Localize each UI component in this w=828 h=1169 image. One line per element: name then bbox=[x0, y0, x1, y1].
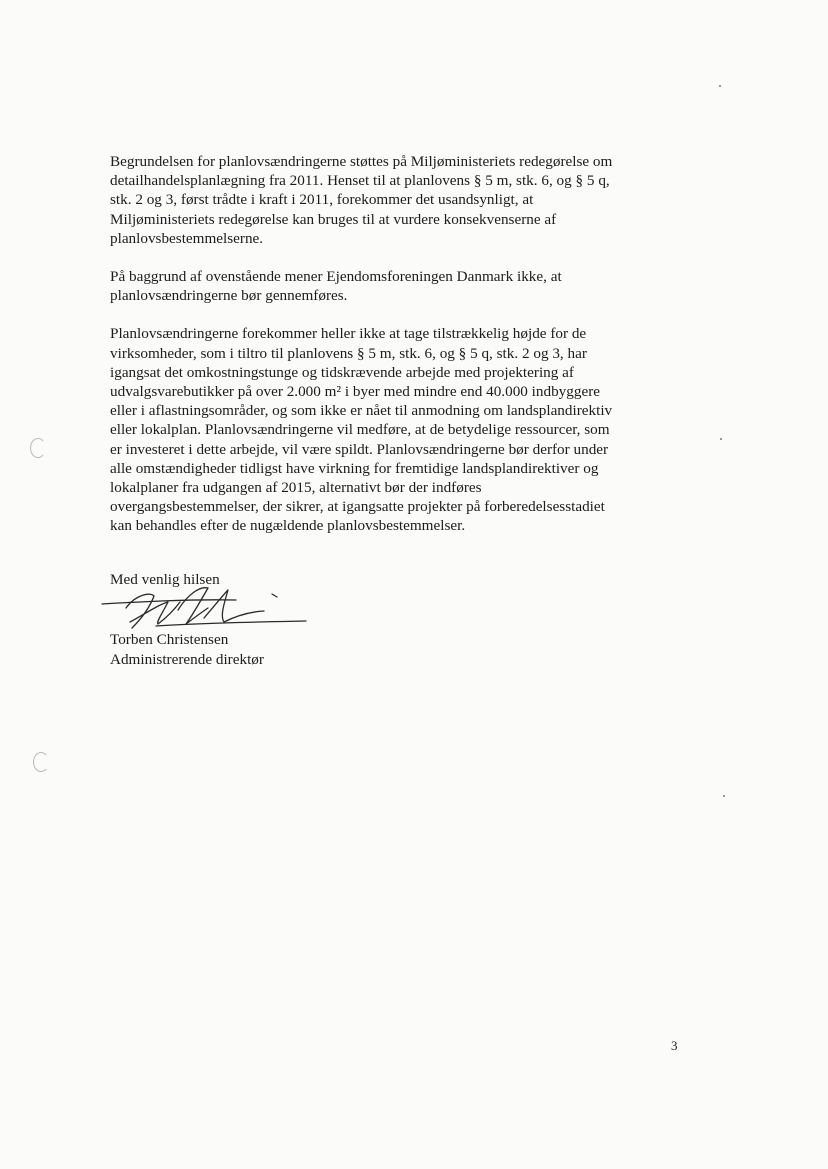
text-line: eller i aflastningsområder, og som ikke er nået til anmodning om landsplandirektiv bbox=[110, 402, 613, 420]
text-line: udvalgsvarebutikker på over 2.000 m² i byer med mindre end 40.000 indbyggere bbox=[110, 383, 601, 401]
scan-speck bbox=[720, 438, 722, 440]
text-line: Miljøministeriets redegørelse kan bruges til at vurdere konsekvenserne af bbox=[110, 210, 557, 228]
punch-hole-mark bbox=[33, 752, 49, 772]
text-line: eller lokalplan. Planlovsændringerne vil medføre, at de betydelige ressourcer, som bbox=[110, 421, 610, 439]
paragraph-transition-concern bbox=[110, 324, 630, 535]
scan-speck bbox=[719, 85, 721, 87]
text-line: er investeret i dette arbejde, vil være spildt. Planlovsændringerne bør derfor under bbox=[110, 440, 609, 458]
text-line: igangsat det omkostningstunge og tidskrævende arbejde med projektering af bbox=[110, 363, 574, 381]
text-line: alle omstændigheder tidligst have virkning for fremtidige landsplandirektiver og bbox=[110, 459, 599, 477]
text-line: overgangsbestemmelser, der sikrer, at igangsatte projekter på forberedelsesstadiet bbox=[110, 498, 605, 516]
signer-block bbox=[110, 630, 264, 670]
closing-salutation: Med venlig hilsen bbox=[110, 571, 220, 588]
text-line: detailhandelsplanlægning fra 2011. Henset til at planlovens § 5 m, stk. 6, og § 5 q, bbox=[110, 172, 610, 190]
text-line: stk. 2 og 3, først trådte i kraft i 2011, forekommer det usandsynligt, at bbox=[110, 191, 534, 209]
scan-speck bbox=[723, 795, 725, 797]
text-line: Begrundelsen for planlovsændringerne støttes på Miljøministeriets redegørelse om bbox=[110, 153, 613, 170]
text-line: lokalplaner fra udgangen af 2015, alternativt bør der indføres bbox=[110, 479, 482, 497]
text-line: planlovsbestemmelserne. bbox=[110, 229, 264, 247]
signer-name: Torben Christensen bbox=[110, 631, 229, 648]
paragraph-justification bbox=[110, 152, 630, 248]
text-line: kan behandles efter de nugældende planlovsbestemmelser. bbox=[110, 517, 466, 535]
signer-title: Administrerende direktør bbox=[110, 651, 264, 668]
text-line: planlovsændringerne bør gennemføres. bbox=[110, 287, 348, 305]
text-line: virksomheder, som i tiltro til planlovens § 5 m, stk. 6, og § 5 q, stk. 2 og 3, har bbox=[110, 344, 587, 362]
paragraph-conclusion bbox=[110, 267, 630, 305]
text-line: Planlovsændringerne forekommer heller ikke at tage tilstrækkelig højde for de bbox=[110, 325, 587, 343]
letter-body bbox=[110, 152, 630, 555]
page-number: 3 bbox=[671, 1038, 678, 1053]
punch-hole-mark bbox=[30, 438, 46, 458]
text-line: På baggrund af ovenstående mener Ejendomsforeningen Danmark ikke, at bbox=[110, 268, 562, 286]
